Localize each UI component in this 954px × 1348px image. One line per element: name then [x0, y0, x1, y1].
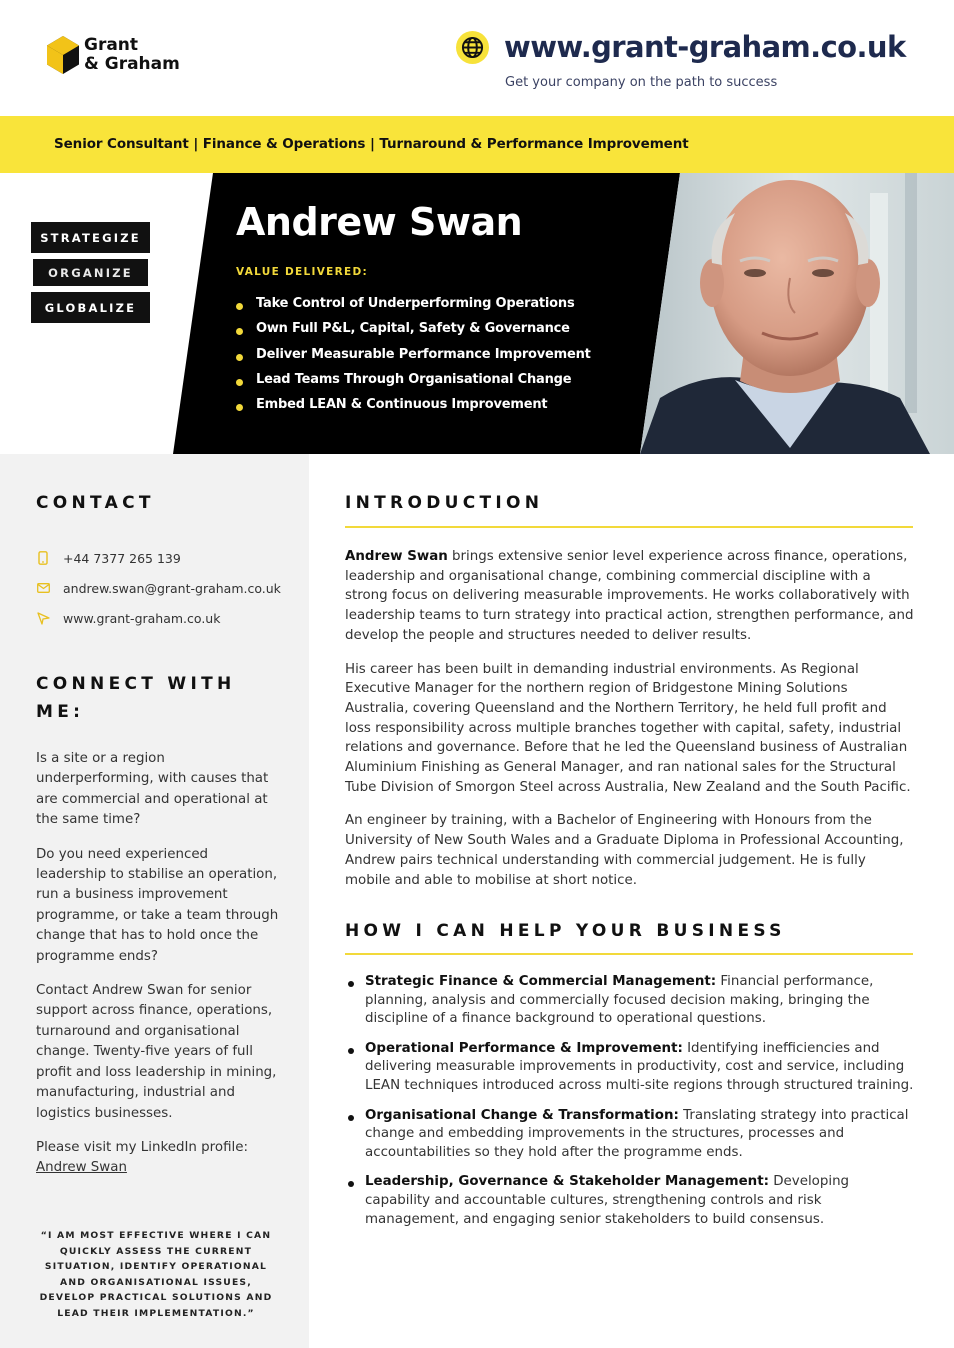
value-item: Take Control of Underperforming Operations	[236, 296, 591, 321]
value-item: Lead Teams Through Organisational Change	[236, 372, 591, 397]
help-item-heading: Organisational Change & Transformation:	[365, 1107, 679, 1123]
tagline: Get your company on the path to success	[505, 75, 778, 90]
help-item-text: Developing capability and accountable cultures, strengthening controls and risk management, and engaging senior stakeholders to build consensus.	[365, 1174, 850, 1227]
intro-p1-text: brings extensive senior level experience across finance, operations, leadership and organisational change, combining commercial discipline with a strong focus on delivering measurable improvements. He works collaboratively with leadership teams to turn strategy into practical action, strengthen performance, and develop the people and structures needed to deliver results.	[345, 549, 914, 643]
help-item-text: Financial performance, planning, analysis and commercially focused decision making, bringing the discipline of a finance background to operational questions.	[365, 974, 874, 1027]
phone-icon	[36, 551, 50, 565]
connect-paragraph: Do you need experienced leadership to stabilise an operation, run a business improvement programme, or take a team through change that has to hold once the programme ends?	[36, 846, 279, 964]
help-heading: HOW I CAN HELP YOUR BUSINESS	[345, 921, 786, 941]
send-icon	[36, 611, 50, 625]
linkedin-prefix: Please visit my LinkedIn profile:	[36, 1139, 248, 1155]
logo-line-1: Grant	[84, 35, 139, 55]
help-item-heading: Leadership, Governance & Stakeholder Management:	[365, 1174, 769, 1190]
value-item: Own Full P&L, Capital, Safety & Governance	[236, 321, 591, 346]
hexagon-logo-icon	[47, 36, 79, 74]
linkedin-paragraph	[36, 1138, 281, 1179]
help-item-heading: Strategic Finance & Commercial Management:	[365, 974, 717, 989]
tag-globalize: GLOBALIZE	[31, 292, 150, 323]
hero-tags	[31, 222, 150, 327]
help-list	[345, 973, 915, 1240]
introduction-divider	[345, 526, 913, 528]
globe-icon	[456, 31, 489, 64]
contact-website-row	[36, 603, 281, 633]
connect-heading: CONNECT WITH ME:	[36, 674, 236, 722]
value-item: Embed LEAN & Continuous Improvement	[236, 397, 591, 422]
contact-list	[36, 543, 281, 633]
help-item-text: Identifying inefficiencies and delivering measurable improvements in productivity, cost and service, including LEAN techniques introduced across multi-site regions through structured training.	[365, 1040, 914, 1093]
help-item	[345, 1107, 915, 1163]
intro-paragraph-1	[345, 547, 915, 646]
help-item	[345, 973, 915, 1029]
quote: “I AM MOST EFFECTIVE WHERE I CAN QUICKLY ASSESS THE CURRENT SITUATION, IDENTIFY OPERATIONAL AND ORGANISATIONAL ISSUES, DEVELOP PRACTICAL SOLUTIONS AND LEAD THEIR IMPLEMENTATION.”	[39, 1230, 273, 1319]
website-header	[456, 30, 906, 64]
help-item	[345, 1040, 915, 1096]
introduction-heading: INTRODUCTION	[345, 493, 544, 513]
introduction-text	[345, 547, 915, 904]
connect-text	[36, 749, 281, 1193]
website-url-link[interactable]: www.grant-graham.co.uk	[504, 30, 906, 64]
connect-paragraph: Contact Andrew Swan for senior support across finance, operations, turnaround and organisational change. Twenty-five years of full profit and loss leadership in mining, manufacturing, industrial and logistics businesses.	[36, 983, 277, 1121]
logo-line-2: & Graham	[84, 54, 180, 74]
intro-paragraph-3: An engineer by training, with a Bachelor of Engineering with Honours from the University of New South Wales and a Graduate Diploma in Professional Accounting, Andrew pairs technical understanding with commercial judgement. He is fully mobile and able to mobilise at short notice.	[345, 813, 904, 888]
email-icon	[36, 581, 50, 595]
intro-paragraph-2: His career has been built in demanding industrial environments. As Regional Executive Manager for the northern region of Bridgestone Mining Solutions Australia, covering Queensland and the Northern Territory, he held full profit and loss responsibility across multiple branches together with capital, safety, industrial relations and governance. Before that he led the Queensland business of Australian Aluminium Finishing as General Manager, and ran national sales for the Structural Tube Division of Smorgon Steel across Australia, New Zealand and the South Pacific.	[345, 661, 911, 795]
contact-email-row	[36, 573, 281, 603]
value-list	[236, 296, 591, 422]
logo-text	[84, 36, 180, 74]
value-delivered-label: VALUE DELIVERED:	[236, 266, 368, 278]
role-subtitle: Senior Consultant | Finance & Operations | Turnaround & Performance Improvement	[54, 136, 689, 152]
tag-strategize: STRATEGIZE	[31, 222, 150, 253]
help-item-text: Translating strategy into practical change and embedding improvements in the structures, processes and accountabilities so they hold after the programme ends.	[365, 1107, 909, 1160]
company-logo	[47, 36, 180, 74]
website-link[interactable]: www.grant-graham.co.uk	[63, 610, 221, 626]
contact-heading: CONTACT	[36, 493, 155, 513]
connect-paragraph: Is a site or a region underperforming, with causes that are commercial and operational at the same time?	[36, 751, 269, 828]
contact-phone-row	[36, 543, 281, 573]
help-item	[345, 1173, 915, 1229]
tag-organize: ORGANIZE	[31, 257, 150, 288]
intro-name: Andrew Swan	[345, 549, 448, 564]
linkedin-link[interactable]: Andrew Swan	[36, 1160, 127, 1176]
help-item-heading: Operational Performance & Improvement:	[365, 1040, 683, 1056]
candidate-name: Andrew Swan	[236, 200, 523, 244]
value-item: Deliver Measurable Performance Improvement	[236, 347, 591, 372]
email-address[interactable]: andrew.swan@grant-graham.co.uk	[63, 580, 281, 596]
phone-number[interactable]: +44 7377 265 139	[63, 550, 181, 566]
help-divider	[345, 953, 913, 955]
